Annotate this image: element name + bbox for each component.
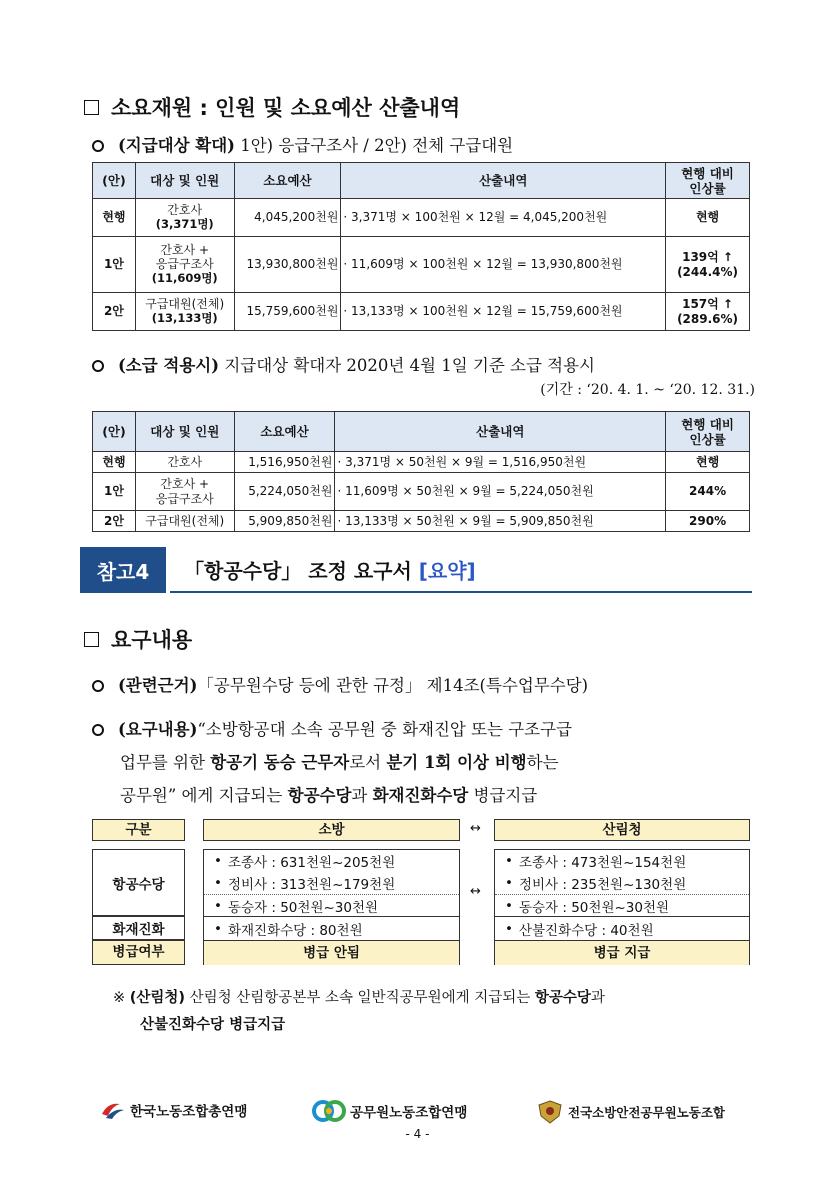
bullet-text: 1안) 응급구조사 / 2안) 전체 구급대원 [240, 136, 514, 155]
list-item: • 화재진화수당 : 80천원 [204, 916, 459, 940]
bullet-expand-target [92, 132, 513, 156]
request-line-2: 업무를 위한 항공기 동승 근무자로서 분기 1회 이상 비행하는 [120, 753, 559, 772]
circle-bullet-icon [92, 140, 104, 152]
bullet-basis: (관련근거) 「공무원수당 등에 관한 규정」 제14조(특수업무수당) [92, 672, 588, 696]
budget-table-1 [92, 162, 750, 331]
fire-column [203, 849, 460, 965]
compare-arrow-icon: ↔ [470, 884, 481, 899]
forest-concurrent: 병급 지급 [495, 940, 749, 965]
footer [0, 1100, 835, 1130]
list-item: • 조종사 : 473천원~154천원 [505, 853, 687, 871]
list-item: • 조종사 : 631천원~205천원 [214, 853, 396, 871]
bullet-label: (지급대상 확대) [118, 136, 235, 155]
reference-tag: 참고4 [80, 547, 166, 593]
header-rate: 현행 대비 인상률 [666, 163, 750, 199]
compare-arrow-icon: ↔ [470, 821, 481, 836]
section-heading-budget [84, 92, 460, 122]
section-title: 소요재원 : 인원 및 소요예산 산출내역 [111, 96, 461, 120]
table-header-row [93, 163, 750, 199]
reference-title: 「항공수당」 조정 요구서 [요약] [184, 559, 476, 583]
fktu-logo-icon [100, 1100, 126, 1120]
logo-fire-union: 전국소방안전공무원노동조합 [537, 1100, 725, 1124]
list-item: • 산불진화수당 : 40천원 [495, 916, 749, 940]
row-label-fire: 화재진화 [92, 916, 185, 940]
reference-mark: ※ [113, 990, 126, 1006]
table-row: 1안 간호사 + 응급구조사 (11,609명) 13,930,800천원 · 11,609명 × 100천원 × 12월 = 13,930,800천원 139억 ↑ (244.4%) [93, 237, 750, 293]
table-row: 현행 간호사 1,516,950천원 · 3,371명 × 50천원 × 9월 = 1,516,950천원 현행 [93, 452, 750, 473]
list-item: • 동승자 : 50천원~30천원 [495, 894, 749, 916]
header-calc: 산출내역 [341, 163, 666, 199]
circle-bullet-icon [92, 724, 104, 736]
period-note: (기간 : ‘20. 4. 1. ~ ‘20. 12. 31.) [540, 382, 755, 398]
section-title: 요구내용 [111, 628, 193, 652]
circle-bullet-icon [92, 360, 104, 372]
table-row: 2안 구급대원(전체) 5,909,850천원 · 13,133명 × 50천원 × 9월 = 5,909,850천원 290% [93, 511, 750, 532]
checkbox-square-icon [84, 100, 99, 115]
table-row: 1안 간호사 + 응급구조사 5,224,050천원 · 11,609명 × 50천원 × 9월 = 5,224,050천원 244% [93, 473, 750, 511]
bullet-request: (요구내용) “소방항공대 소속 공무원 중 화재진압 또는 구조구급 [92, 716, 572, 740]
note-line-1: ※ (산림청) 산림청 산림항공본부 소속 일반직공무원에게 지급되는 항공수당과 [113, 990, 605, 1006]
logo-public-union: 공무원노동조합연맹 [312, 1100, 467, 1122]
header-budget: 소요예산 [234, 163, 341, 199]
checkbox-square-icon [84, 632, 99, 647]
forest-column [494, 849, 750, 965]
list-item: • 정비사 : 313천원~179천원 [214, 875, 396, 893]
section-heading-request [84, 624, 192, 654]
header-plan: (안) [93, 163, 136, 199]
budget-table-2 [92, 411, 750, 532]
bullet-retroactive [92, 352, 595, 376]
bullet-label: (소급 적용시) [118, 356, 220, 375]
page-number: - 4 - [405, 1127, 430, 1141]
table-row: 현행 간호사 (3,371명) 4,045,200천원 · 3,371명 × 100천원 × 12월 = 4,045,200천원 현행 [93, 199, 750, 237]
list-item: • 정비사 : 235천원~130천원 [505, 875, 687, 893]
logo-fktu: 한국노동조합총연맹 [100, 1100, 247, 1120]
summary-label: [요약] [418, 559, 476, 583]
table-row: 2안 구급대원(전체) (13,133명) 15,759,600천원 · 13,133명 × 100천원 × 12월 = 15,759,600천원 157억 ↑ (289.6%) [93, 293, 750, 331]
banner-underline [170, 591, 752, 593]
circle-bullet-icon [92, 680, 104, 692]
row-label-aviation: 항공수당 [92, 849, 185, 916]
header-target: 대상 및 인원 [135, 163, 234, 199]
fire-concurrent: 병급 안됨 [204, 940, 459, 965]
fire-header: 소방 [203, 819, 460, 841]
fire-union-emblem-icon [537, 1100, 563, 1124]
col-label: 구분 [92, 819, 185, 841]
request-line-3: 공무원” 에게 지급되는 항공수당과 화재진화수당 병급지급 [120, 786, 538, 805]
forest-header: 산림청 [494, 819, 750, 841]
row-label-concurrent: 병급여부 [92, 940, 185, 965]
reference-banner [80, 547, 752, 593]
note-line-2: 산불진화수당 병급지급 [140, 1017, 286, 1033]
bullet-text: 지급대상 확대자 2020년 4월 1일 기준 소급 적용시 [224, 356, 595, 375]
public-union-logo-icon [312, 1100, 346, 1122]
table-header-row: (안) 대상 및 인원 소요예산 산출내역 현행 대비 인상률 [93, 412, 750, 452]
list-item: • 동승자 : 50천원~30천원 [204, 894, 459, 916]
